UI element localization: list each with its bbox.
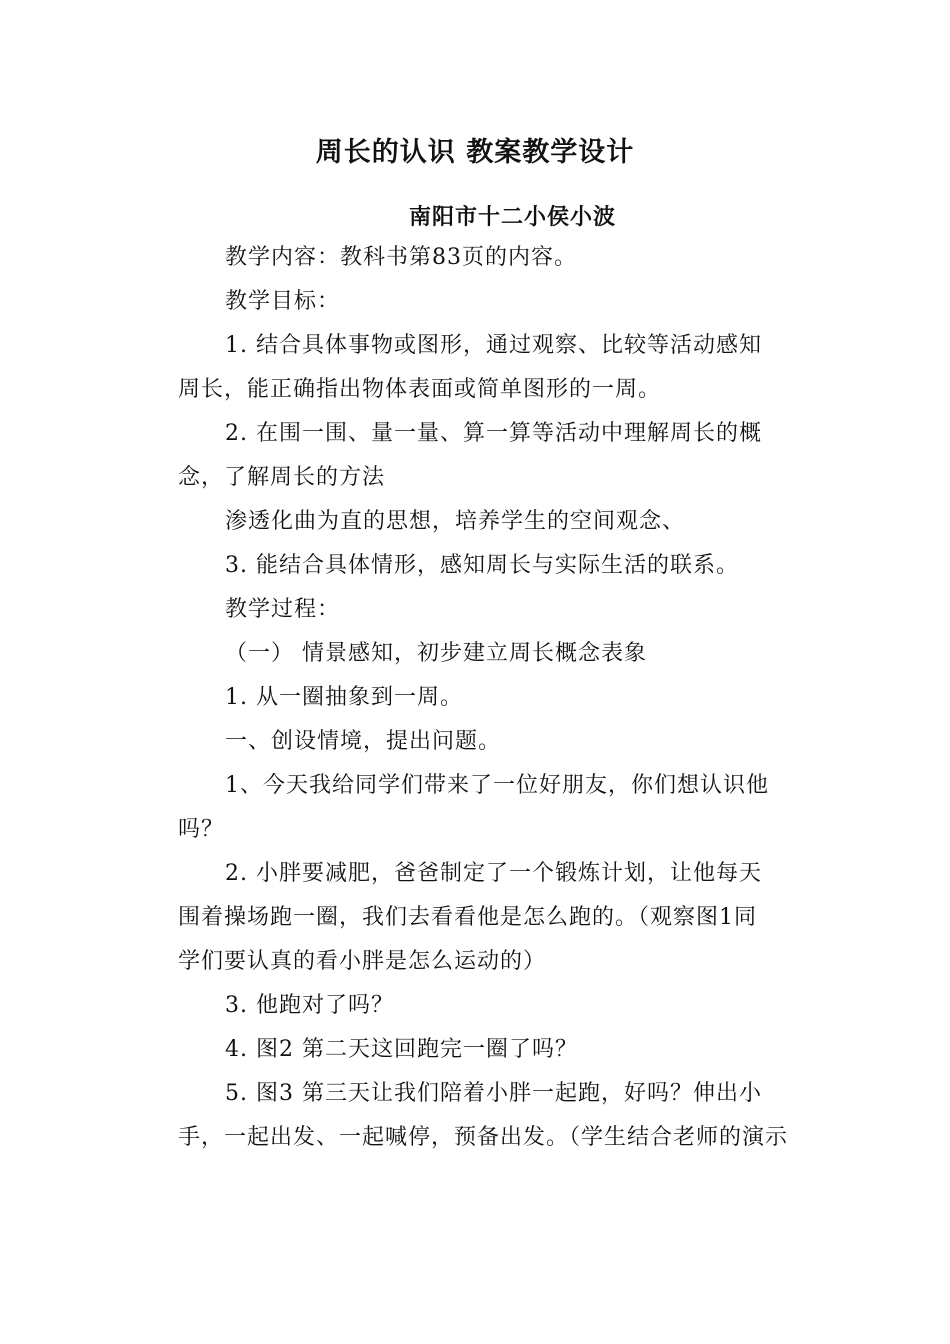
paragraph-line: 手，一起出发、一起喊停，预备出发。（学生结合老师的演示: [178, 1125, 789, 1150]
paragraph-line: 1. 从一圈抽象到一周。: [225, 685, 463, 710]
paragraph-line: 一、创设情境，提出问题。: [225, 729, 502, 754]
paragraph-line: 3. 他跑对了吗？: [225, 993, 394, 1018]
paragraph-line: 念，了解周长的方法: [178, 465, 386, 490]
paragraph-line: 吗？: [178, 817, 225, 842]
paragraph-line: 1. 结合具体事物或图形，通过观察、比较等活动感知: [225, 333, 762, 358]
paragraph-line: 学们要认真的看小胖是怎么运动的）: [178, 949, 547, 974]
paragraph-line: 教学内容：教科书第83页的内容。: [225, 245, 577, 270]
paragraph-line: 2. 小胖要减肥，爸爸制定了一个锻炼计划，让他每天: [225, 861, 762, 886]
paragraph-line: 4. 图2 第二天这回跑完一圈了吗？: [225, 1037, 578, 1062]
paragraph-line: （一） 情景感知，初步建立周长概念表象: [225, 641, 647, 666]
paragraph-line: 5. 图3 第三天让我们陪着小胖一起跑，好吗？伸出小: [225, 1081, 762, 1106]
paragraph-line: 教学目标：: [225, 289, 341, 314]
paragraph-line: 1、今天我给同学们带来了一位好朋友，你们想认识他: [225, 773, 769, 798]
document-title: 周长的认识 教案教学设计: [315, 137, 635, 168]
paragraph-line: 3. 能结合具体情形，感知周长与实际生活的联系。: [225, 553, 739, 578]
paragraph-line: 围着操场跑一圈，我们去看看他是怎么跑的。（观察图1同: [178, 905, 757, 930]
paragraph-line: 教学过程：: [225, 597, 341, 622]
paragraph-line: 2. 在围一围、量一量、算一算等活动中理解周长的概: [225, 421, 762, 446]
document-author: 南阳市十二小侯小波: [409, 204, 617, 230]
paragraph-line: 渗透化曲为直的思想，培养学生的空间观念、: [225, 509, 686, 534]
paragraph-line: 周长，能正确指出物体表面或简单图形的一周。: [178, 377, 662, 402]
